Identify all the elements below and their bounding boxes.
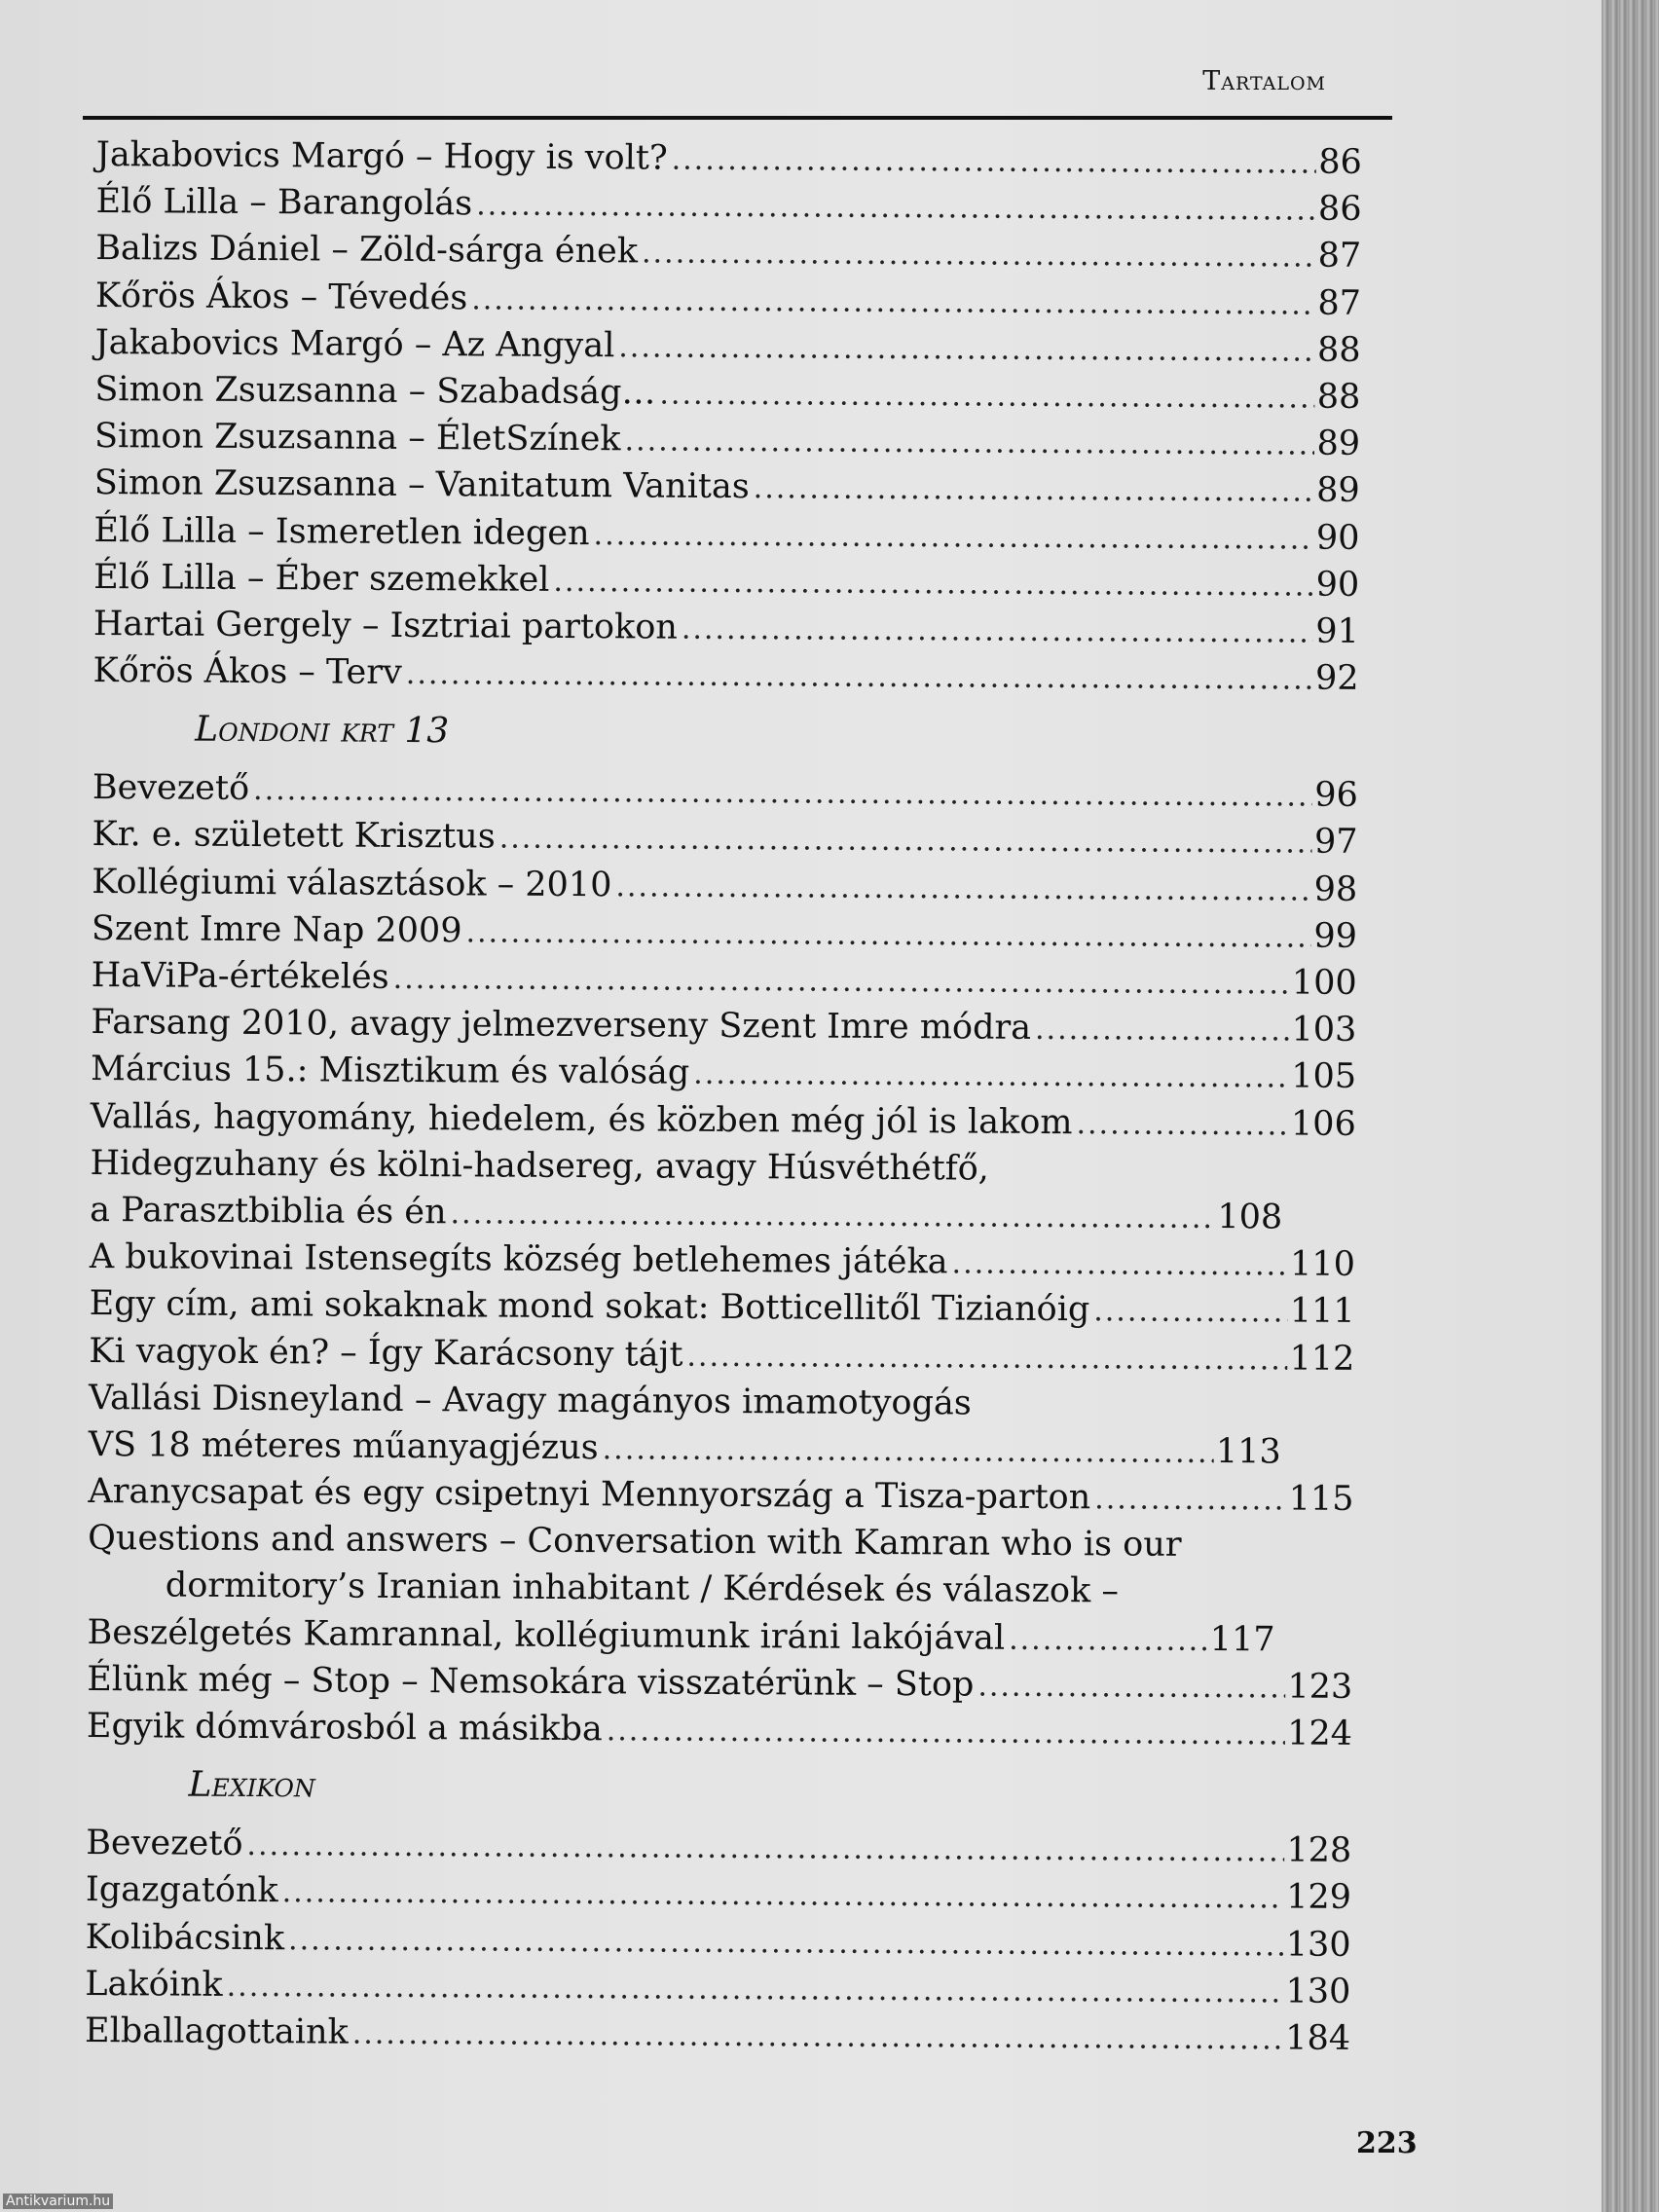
toc-entry: [89, 1421, 1281, 1476]
leader-dots: [607, 1708, 1286, 1758]
toc-entry: [85, 1961, 1350, 2015]
toc-entry-title-line: dormitory’s Iranian inhabitant / Kérdések és válaszok –: [165, 1566, 1120, 1611]
toc-entry: [91, 999, 1356, 1053]
toc-entry-title: Vallás, hagyomány, hiedelem, és közben még jól is lakom: [90, 1096, 1073, 1142]
toc-entry: [86, 1866, 1351, 1921]
toc-entry-page: 92: [1314, 658, 1359, 698]
leader-dots: [476, 183, 1316, 235]
toc-entry-title: Élünk még – Stop – Nemsokára visszatérünk – Stop: [87, 1659, 975, 1705]
leader-dots: [977, 1663, 1285, 1712]
leader-dots: [642, 231, 1316, 281]
leader-dots: [693, 1051, 1289, 1102]
toc-entry-page: 129: [1286, 1877, 1352, 1918]
toc-entry: [86, 1914, 1351, 1969]
toc-entry: [85, 2008, 1350, 2062]
toc-entry-page: 184: [1285, 2018, 1351, 2058]
toc-entry-title: Elballagottaink: [84, 2010, 349, 2052]
toc-entry-title: Aranycsapat és egy csipetnyi Mennyország a Tisza-parton: [88, 1472, 1091, 1518]
toc-entry: [95, 178, 1361, 233]
toc-entry-title: Lakóink: [85, 1964, 223, 2005]
toc-entry-title: Beszélgetés Kamrannal, kollégiumunk iráni lakójával: [87, 1612, 1006, 1658]
leader-dots: [1035, 1007, 1290, 1055]
toc-entry: [91, 1093, 1356, 1148]
toc-entry: [91, 1046, 1356, 1100]
toc-entry-page: 103: [1291, 1010, 1357, 1051]
toc-entry-page: 111: [1289, 1291, 1355, 1332]
leader-dots: [1094, 1476, 1287, 1524]
toc-entry: [95, 225, 1361, 279]
leader-dots: [603, 1426, 1215, 1477]
toc-entry: [94, 460, 1360, 514]
toc-entry-title: Hartai Gergely – Isztriai partokon: [92, 604, 679, 647]
toc-entry-title: Ki vagyok én? – Így Karácsony tájt: [89, 1331, 683, 1375]
toc-entry: [90, 1234, 1355, 1288]
toc-entry-page: 108: [1217, 1197, 1283, 1237]
toc-entry-page: 96: [1314, 775, 1358, 816]
leader-dots: [682, 607, 1314, 657]
toc-entry-page: 130: [1285, 1925, 1351, 1965]
toc-entry-page: 86: [1318, 142, 1362, 182]
leader-dots: [754, 465, 1315, 516]
toc-entry: [92, 859, 1357, 913]
toc-entry-page: 100: [1291, 963, 1357, 1003]
leader-dots: [659, 371, 1315, 422]
toc-entry-title: Jakabovics Margó – Az Angyal: [94, 322, 615, 366]
toc-entry: [87, 1656, 1352, 1711]
section-heading: Londoni krt 13: [195, 709, 450, 752]
toc-entry-page: 105: [1291, 1056, 1357, 1097]
toc-entry-title: Szent Imre Nap 2009: [91, 908, 462, 951]
toc-entry: [93, 506, 1359, 561]
toc-entry: [89, 1327, 1354, 1382]
toc-entry-multiline: [87, 1515, 1353, 1664]
toc-entry-title: Bevezető: [92, 768, 250, 809]
toc-entry-title: Simon Zsuzsanna – Szabadság…: [94, 369, 656, 413]
watermark: Antikvarium.hu: [3, 2194, 113, 2209]
toc-entry-title: HaViPa-értékelés: [91, 955, 389, 997]
toc-entry-page: 99: [1313, 916, 1358, 956]
toc-entry-page: 124: [1287, 1714, 1353, 1753]
toc-entry-multiline: [90, 1140, 1356, 1241]
toc-entry: [95, 319, 1361, 374]
toc-entry-page: 86: [1317, 189, 1362, 230]
toc-entry-page: 98: [1313, 869, 1358, 909]
toc-entry: [90, 1187, 1282, 1241]
toc-entry-title: Kőrös Ákos – Terv: [92, 651, 402, 692]
toc-entry: [94, 413, 1360, 467]
section-heading: Lexikon: [188, 1764, 315, 1806]
toc-entry-page: 110: [1289, 1244, 1356, 1285]
toc-entry-page: 90: [1315, 518, 1360, 558]
toc-entry: [86, 1820, 1351, 1874]
toc-entry: [88, 1468, 1353, 1523]
leader-dots: [465, 909, 1311, 961]
toc-entry: [93, 554, 1359, 608]
toc-entry-title-line: Hidegzuhany és kölni-hadsereg, avagy Húsvéthétfő,: [90, 1143, 989, 1189]
toc-entry-title: Élő Lilla – Ismeretlen idegen: [93, 510, 590, 553]
leader-dots: [618, 324, 1315, 375]
toc-entry-title: Egy cím, ami sokaknak mond sokat: Botticellitől Tizianóig: [89, 1284, 1090, 1330]
leader-dots: [593, 512, 1314, 564]
toc-entry-title: Kőrös Ákos – Tévedés: [94, 276, 468, 317]
toc-entry: [92, 811, 1357, 866]
toc-entry-title: Farsang 2010, avagy jelmezverseny Szent Imre módra: [91, 1003, 1032, 1049]
toc-entry-title: Egyik dómvárosból a másikba: [86, 1706, 603, 1750]
leader-dots: [450, 1191, 1215, 1242]
toc-entry: [92, 905, 1357, 960]
leader-dots: [672, 137, 1317, 188]
leader-dots: [686, 1333, 1287, 1383]
toc-entry-page: 106: [1290, 1104, 1356, 1144]
toc-entry-multiline: [89, 1375, 1355, 1476]
toc-entry-page: 130: [1285, 1972, 1351, 2011]
toc-entry: [93, 601, 1359, 655]
toc-entry: [89, 1280, 1354, 1335]
toc-entry-page: 89: [1316, 470, 1360, 511]
toc-entry-title: Kr. e. született Krisztus: [92, 815, 496, 857]
toc-entry-page: 87: [1317, 237, 1362, 276]
toc-entry-title: Balizs Dániel – Zöld-sárga ének: [95, 229, 639, 272]
table-of-contents: [85, 131, 1362, 2062]
toc-entry: [96, 131, 1362, 186]
toc-entry-title: Élő Lilla – Éber szemekkel: [93, 557, 550, 600]
toc-entry-page: 128: [1286, 1830, 1352, 1871]
leader-dots: [471, 276, 1315, 328]
toc-entry: [95, 273, 1361, 327]
toc-entry: [87, 1703, 1352, 1757]
leader-dots: [246, 1823, 1284, 1876]
toc-entry-page: 87: [1317, 283, 1362, 323]
toc-entry-title: Igazgatónk: [85, 1870, 278, 1911]
leader-dots: [624, 418, 1314, 468]
toc-entry-title-line: Questions and answers – Conversation with Kamran who is our: [88, 1519, 1182, 1566]
page-stack-edge: [1602, 0, 1659, 2212]
toc-entry: [92, 764, 1358, 819]
leader-dots: [499, 816, 1313, 867]
toc-entry-title: Simon Zsuzsanna – Vanitatum Vanitas: [93, 463, 750, 507]
leader-dots: [1076, 1101, 1289, 1149]
leader-dots: [392, 956, 1290, 1009]
toc-entry-title: Bevezető: [86, 1824, 243, 1864]
toc-entry-page: 90: [1315, 565, 1360, 605]
leader-dots: [553, 559, 1313, 610]
leader-dots: [352, 2011, 1284, 2064]
toc-entry-title-line: Vallási Disneyland – Avagy magányos imamotyogás: [88, 1378, 972, 1423]
leader-dots: [288, 1917, 1284, 1970]
toc-entry-page: 89: [1316, 424, 1361, 464]
toc-entry-title: Jakabovics Margó – Hogy is volt?: [95, 134, 668, 178]
toc-entry-title: a Parasztbiblia és én: [90, 1190, 447, 1233]
toc-entry-title: VS 18 méteres műanyagjézus: [88, 1424, 599, 1468]
header-rule: [83, 116, 1392, 120]
leader-dots: [406, 651, 1313, 704]
leader-dots: [1093, 1289, 1288, 1337]
toc-entry-page: 112: [1289, 1339, 1355, 1379]
page-number: 223: [1356, 2126, 1418, 2160]
leader-dots: [227, 1964, 1284, 2017]
toc-entry-page: 91: [1315, 611, 1360, 651]
toc-entry-page: 88: [1316, 377, 1361, 417]
toc-entry: [94, 366, 1360, 421]
toc-entry-page: 97: [1313, 823, 1358, 863]
leader-dots: [282, 1870, 1285, 1923]
toc-entry-page: 117: [1209, 1619, 1275, 1660]
toc-entry-title: Élő Lilla – Barangolás: [95, 182, 473, 224]
leader-dots: [615, 864, 1312, 914]
leader-dots: [1009, 1616, 1208, 1664]
toc-entry-page: 115: [1288, 1479, 1354, 1519]
leader-dots: [951, 1241, 1288, 1290]
toc-entry-page: 123: [1287, 1667, 1353, 1707]
toc-entry-title: A bukovinai Istensegíts község betlehemes játéka: [89, 1237, 948, 1282]
toc-entry: [92, 647, 1358, 702]
running-head: Tartalom: [1202, 66, 1326, 96]
toc-entry-title: Kolibácsink: [85, 1917, 285, 1958]
toc-entry-page: 113: [1215, 1431, 1281, 1472]
toc-entry-title: Március 15.: Misztikum és valóság: [90, 1050, 690, 1093]
toc-entry: [87, 1609, 1274, 1664]
toc-entry-page: 88: [1316, 330, 1361, 370]
toc-entry-title: Simon Zsuzsanna – ÉletSzínek: [93, 417, 621, 460]
toc-entry-title: Kollégiumi választások – 2010: [92, 862, 612, 904]
toc-entry: [92, 952, 1357, 1007]
